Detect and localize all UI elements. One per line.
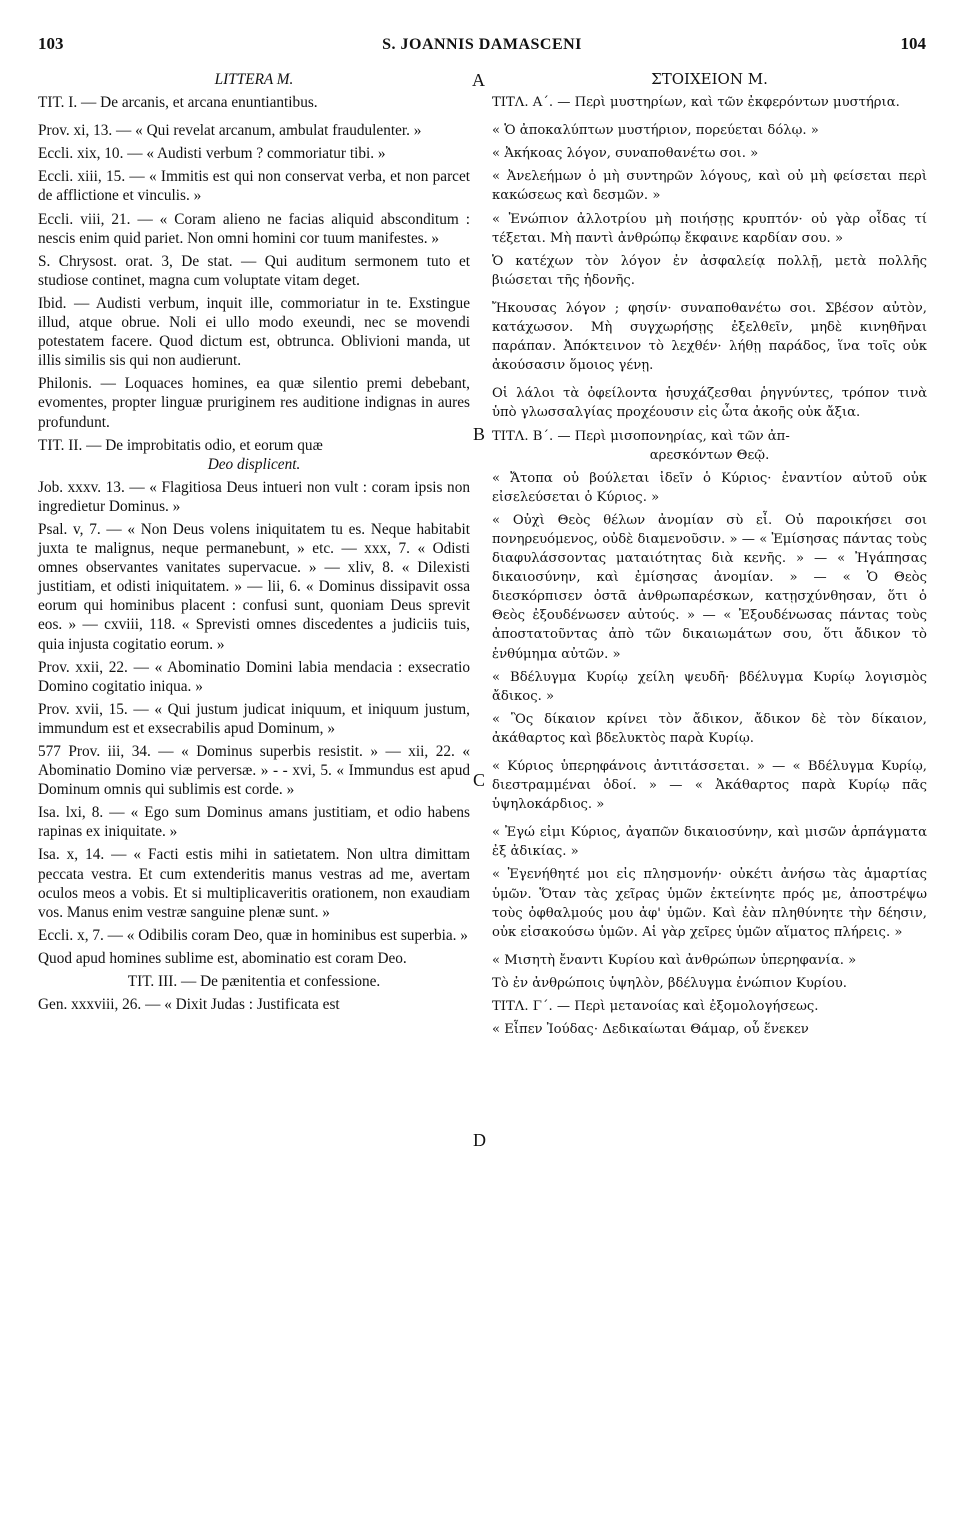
greek-entry-1: « Ὁ ἀποκαλύπτων μυστήριον, πορεύεται δόλῳ. » bbox=[492, 123, 819, 139]
entry-1: Prov. xi, 13. — « Qui revelat arcanum, ambulat fraudulenter. » bbox=[38, 122, 422, 140]
entry-17: Gen. xxxviii, 26. — « Dixit Judas : Justificata est bbox=[38, 996, 340, 1014]
page-header bbox=[38, 34, 926, 58]
title-2-greek-line2: αρεσκόντων Θεῷ. bbox=[649, 447, 770, 463]
margin-letter-a: A bbox=[472, 70, 485, 90]
page-number-left: 103 bbox=[38, 34, 64, 53]
entry-12: 577 Prov. iii, 34. — « Dominus superbis resistit. » — xii, 22. « Abominatio Domino viæ perversæ. » - - xvi, 5. « Immundus est apud Dominum omnis qui sublimis est corde. » bbox=[38, 743, 470, 799]
entry-6: Ibid. — Audisti verbum, inquit ille, commoriatur in te. Exstingue illud, atque obrue. Noli ei ullo modo exeundi, nec se movendi potestatem facere. Quod dictum est, obtrunca. Oblivioni manda, ut illis similis sis qui non audierunt. bbox=[38, 294, 470, 370]
margin-letter-d: D bbox=[473, 1130, 486, 1150]
latin-column bbox=[38, 70, 470, 1018]
greek-entry-11: « Ὃς δίκαιον κρίνει τὸν ἄδικον, ἄδικον δὲ τὸν δίκαιον, ἀκάθαρτος καὶ βδελυκτὸς παρὰ Κυρίῳ. bbox=[492, 711, 927, 746]
margin-letter-b: B bbox=[473, 424, 486, 444]
greek-entry-4: « Ἐνώπιον ἀλλοτρίου μὴ ποιήσῃς κρυπτόν· οὐ γὰρ οἶδας τί τέξεται. Μὴ παντὶ ἀνθρώπῳ ἔκφαινε καρδίαν σου. » bbox=[492, 211, 927, 246]
greek-entry-16: Τὸ ἐν ἀνθρώποις ὑψηλὸν, βδέλυγμα ἐνώπιον Κυρίου. bbox=[492, 975, 847, 991]
greek-entry-7: Οἱ λάλοι τὰ ὀφείλοντα ἡσυχάζεσθαι ῥηγνύντες, τρόπον τινὰ ὑπὸ γλωσσαλγίας προχέουσιν εἰς ὦτα ἀκοῆς οὐκ ἄξια. bbox=[492, 386, 927, 421]
entry-15: Eccli. x, 7. — « Odibilis coram Deo, quæ in hominibus est superbia. » bbox=[38, 926, 468, 944]
entry-2: Eccli. xix, 10. — « Audisti verbum ? commoriatur tibi. » bbox=[38, 145, 386, 163]
entry-11: Prov. xvii, 15. — « Qui justum judicat iniquum, et iniquum justum, immundum est et exsecrabilis apud Dominum, » bbox=[38, 700, 470, 737]
section-letter-latin: LITTERA M. bbox=[214, 71, 294, 88]
entry-16: Quod apud homines sublime est, abominatio est coram Deo. bbox=[38, 949, 407, 967]
page-number-right: 104 bbox=[900, 34, 926, 53]
entry-7: Philonis. — Loquaces homines, ea quæ silentio premi debebant, evomentes, propter linguæ pruriginem res auditione indignas in aures profundunt. bbox=[38, 375, 470, 431]
section-letter-greek: ΣΤΟΙΧΕΙΟΝ Μ. bbox=[651, 70, 768, 88]
title-3-latin: TIT. III. — De pænitentia et confessione. bbox=[127, 973, 381, 991]
title-1-greek: ΤΙΤΛ. Α΄. — Περὶ μυστηρίων, καὶ τῶν ἐκφερόντων μυστήρια. bbox=[492, 95, 900, 111]
entry-14: Isa. x, 14. — « Facti estis mihi in satietatem. Non ultra dimittam peccata vestra. Et cum extenderitis manus vestras ad me, avertam oculos meos a vobis. Et si multiplicaveritis orationem, non exaudiam vos. Manus enim vestræ sanguine plenæ sunt. » bbox=[38, 846, 470, 921]
greek-entry-8: « Ἄτοπα οὐ βούλεται ἰδεῖν ὁ Κύριος· ἐναντίον αὐτοῦ οὐκ εἰσελεύσεται ὁ Κύριος. » bbox=[492, 470, 927, 505]
greek-column bbox=[492, 70, 927, 1043]
entry-8: Job. xxxv. 13. — « Flagitiosa Deus intueri non vult : coram ipsis non ingredietur Dominus. » bbox=[38, 478, 470, 515]
greek-entry-6: Ἤκουσας λόγον ; φησίν· συναποθανέτω σοι. Σβέσον αὐτὸν, κατάχωσον. Μὴ συγχωρήσῃς ἐξελθεῖν, μηδὲ κινηθῆναι παράπαν. Ἀπόκτεινον τὸ λεχθέν· λήθῃ παράδος, ἵνα τοῖς οὐκ ἀκούσασιν ὅμοιος γένῃ. bbox=[492, 300, 927, 374]
greek-entry-10: « Βδέλυγμα Κυρίῳ χείλη ψευδῆ· βδέλυγμα Κυρίῳ λογισμὸς ἄδικος. » bbox=[492, 669, 927, 704]
entry-10: Prov. xxii, 22. — « Abominatio Domini labia mendacia : exsecratio Domino cogitatio iniqua. » bbox=[38, 658, 470, 695]
greek-entry-13: « Ἐγώ εἰμι Κύριος, ἀγαπῶν δικαιοσύνην, καὶ μισῶν ἁρπάγματα ἐξ ἀδικίας. » bbox=[492, 825, 927, 860]
greek-entry-5: Ὁ κατέχων τὸν λόγον ἐν ἀσφαλείᾳ πολλῇ, μετὰ πολλῆς βιώσεται τῆς ἡδονῆς. bbox=[492, 253, 927, 288]
greek-entry-9: « Οὐχὶ Θεὸς θέλων ἀνομίαν σὺ εἶ. Οὐ παροικήσει σοι πονηρευόμενος, οὐδὲ διαμενοῦσιν. » — « Ἐμίσησας πάντας τοὺς διαφυλάσσοντας ματαιότητας διὰ κενῆς. » — « Ἠγάπησας δικαιοσύνην, καὶ ἐμίσησας ἀνομίαν. » — « Ὁ Θεὸς διεσκόρπισεν ὀστᾶ ἀνθρωπαρέσκων, κατῃσχύνθησαν, ὅτι ὁ Θεὸς ἐξουδένωσεν αὐτούς. » — « Ἐξουδένωσας πάντας τοὺς ἀποστατοῦντας ἀπὸ τῶν δικαιωμάτων σου, ὅτι ἄδικον τὸ ἐνθύμημα αὐτῶν. » bbox=[492, 512, 927, 662]
title-3-greek: ΤΙΤΛ. Γ΄. — Περὶ μετανοίας καὶ ἐξομολογήσεως. bbox=[492, 999, 819, 1015]
greek-entry-14: « Ἐγενήθητέ μοι εἰς πλησμονήν· οὐκέτι ἀνήσω τὰς ἁμαρτίας ὑμῶν. Ὅταν τὰς χεῖρας ὑμῶν ἐκτείνητε πρός με, ἀποστρέψω τοὺς ὀφθαλμούς μου ἀφ' ὑμῶν. Καὶ ἐὰν πληθύνητε τὴν δέησιν, οὐκ εἰσακούσω ὑμῶν. Αἱ γὰρ χεῖρες ὑμῶν αἵματος πλήρεις. » bbox=[492, 867, 927, 940]
greek-entry-3: « Ἀνελεήμων ὁ μὴ συντηρῶν λόγους, καὶ οὐ μὴ φείσεται περὶ κακώσεως καὶ δεσμῶν. » bbox=[492, 169, 927, 204]
greek-entry-15: « Μισητὴ ἔναντι Κυρίου καὶ ἀνθρώπων ὑπερηφανία. » bbox=[492, 952, 857, 968]
entry-9: Psal. v, 7. — « Non Deus volens iniquitatem tu es. Neque habitabit juxta te malignus, neque permanebunt, » etc. — xxx, 7. « Odisti omnes observantes vanitates supervacue. » — xliv, 8. « Dilexisti justitiam, et odisti iniquitatem. » — lii, 6. « Dominus dissipavit ossa eorum qui hominibus placent : confusi sunt, quoniam Deus sprevit eos. » — cxviii, 118. « Sprevisti omnes discedentes a judiciis tuis, quia injusta cogitatio eorum. » bbox=[38, 520, 470, 653]
margin-letter-c: C bbox=[473, 770, 486, 790]
title-2-latin-line1: TIT. II. — De improbitatis odio, et eorum quæ bbox=[38, 436, 323, 454]
running-title: S. JOANNIS DAMASCENI bbox=[382, 36, 582, 53]
greek-entry-12: « Κύριος ὑπερηφάνοις ἀντιτάσσεται. » — « Βδέλυγμα Κυρίῳ, διεστραμμέναι ὁδοί. » — « Ἀκάθαρτος παρὰ Κυρίῳ πᾶς ὑψηλοκάρδιος. » bbox=[492, 759, 927, 813]
title-2-latin bbox=[38, 436, 470, 474]
entry-4: Eccli. viii, 21. — « Coram alieno ne facias aliquid absconditum : nescis enim quid pariet. Non omni homini cor tuum manifestes. » bbox=[38, 210, 470, 247]
title-2-greek bbox=[492, 427, 927, 465]
title-2-latin-line2: Deo displicent. bbox=[207, 455, 301, 473]
title-2-greek-line1: ΤΙΤΛ. Β΄. — Περὶ μισοπονηρίας, καὶ τῶν ἀπ- bbox=[492, 428, 790, 444]
greek-entry-2: « Ἀκήκοας λόγον, συναποθανέτω σοι. » bbox=[492, 146, 759, 162]
entry-13: Isa. lxi, 8. — « Ego sum Dominus amans justitiam, et odio habens rapinas ex iniquitate. » bbox=[38, 804, 470, 841]
title-1-latin: TIT. I. — De arcanis, et arcana enuntiantibus. bbox=[38, 94, 318, 112]
entry-5: S. Chrysost. orat. 3, De stat. — Qui auditum sermonem tuto et studiose continet, magna cum voluptate vitam deget. bbox=[38, 252, 470, 289]
greek-entry-17: « Εἶπεν Ἰούδας· Δεδικαίωται Θάμαρ, οὗ ἕνεκεν bbox=[492, 1022, 809, 1038]
entry-3: Eccli. xiii, 15. — « Immitis est qui non conservat verba, et non parcet de afflictione et vinculis. » bbox=[38, 168, 470, 205]
